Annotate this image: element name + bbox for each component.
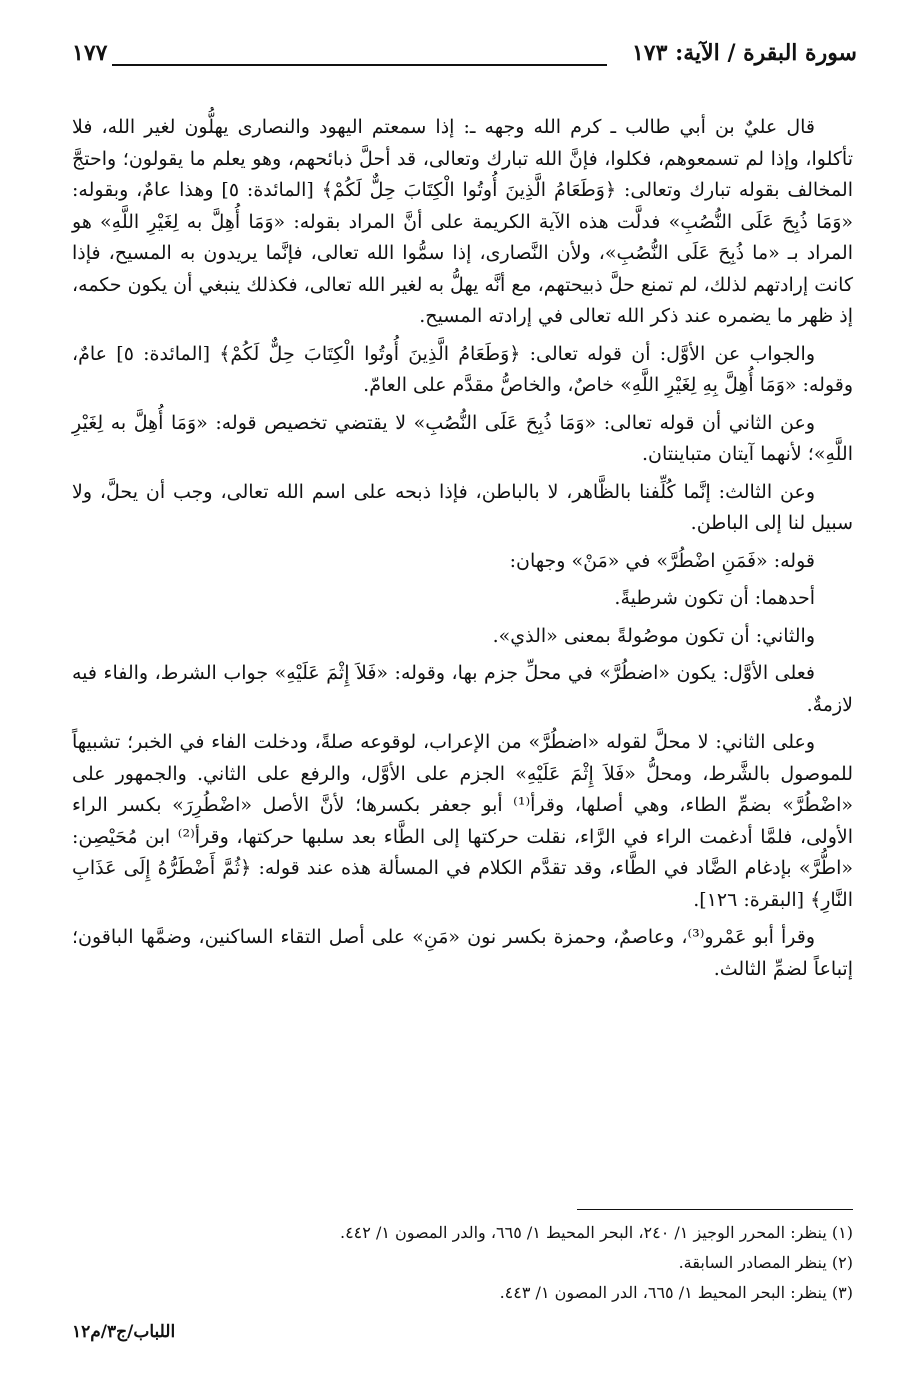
paragraph: والثاني: أن تكون موصُولةً بمعنى «الذي». <box>492 624 815 647</box>
main-text <box>72 112 853 991</box>
paragraph: وعلى الثاني: لا محلَّ لقوله «اضطُرَّ» من الإعراب، لوقوعه صلةً، ودخلت الفاء في الخبر؛ تشبيهاً للموصول بالشَّرط، ومحلُّ «فَلاَ إِثْمَ عَلَيْهِ» الجزم على الأوَّل، والرفع على الثاني. والجمهور على «اضْطُرَّ» بضمِّ الطاء، وهي أصلها، وقرأ⁽¹⁾ أبو جعفر بكسرها؛ لأنَّ الأصل «اضْطُرِرَ» بكسر الراء الأولى، فلمَّا أدغمت الراء في الرَّاء، نقلت حركتها إلى الطَّاء بعد سلبها حركتها، وقرأ⁽²⁾ ابن مُحَيْصِن: «اطُّرَّ» بإدغام الضَّاد في الطَّاء، وقد تقدَّم الكلام في المسألة هذه عند قوله: ﴿ثُمَّ أَضْطَرُّهُ إِلَى عَذَابِ النَّارِ﴾ [البقرة: ١٢٦]. <box>72 731 854 911</box>
running-title: سورة البقرة / الآية: ١٧٣ <box>631 40 857 66</box>
paragraph: وعن الثاني أن قوله تعالى: «وَمَا ذُبِحَ عَلَى النُّصُبِ» لا يقتضي تخصيص قوله: «وَمَا أُهِلَّ به لِغَيْرِ اللَّهِ»؛ لأنهما آيتان متباينتان. <box>72 411 853 465</box>
paragraph: قوله: «فَمَنِ اضْطُرَّ» في «مَنْ» وجهان: <box>509 549 815 572</box>
page-number: ١٧٧ <box>72 40 108 66</box>
paragraph: والجواب عن الأوَّل: أن قوله تعالى: ﴿وَطَعَامُ الَّذِينَ أُوتُوا الْكِتَابَ حِلٌّ لَكُمْ﴾ [المائدة: ٥] عامٌ، وقوله: «وَمَا أُهِلَّ بِهِ لِغَيْرِ اللَّهِ» خاصٌ، والخاصُّ مقدَّم على العامّ. <box>72 342 853 396</box>
paragraph: قال عليٌ بن أبي طالب ـ كرم الله وجهه ـ: إذا سمعتم اليهود والنصارى يهلُّون لغير الله، فلا تأكلوا، وإذا لم تسمعوهم، فكلوا، فإنَّ الله تبارك وتعالى، قد أحلَّ ذبائحهم، وهو يعلم ما يقولون؛ واحتجَّ المخالف بقوله تبارك وتعالى: ﴿وَطَعَامُ الَّذِينَ أُوتُوا الْكِتَابَ حِلٌّ لَكُمْ﴾ [المائدة: ٥] وهذا عامٌ، وبقوله: «وَمَا ذُبِحَ عَلَى النُّصُبِ» فدلَّت هذه الآية الكريمة على أنَّ المراد بقوله: «وَمَا أُهِلَّ به لِغَيْرِ اللَّهِ» هو المراد بـ «ما ذُبِحَ عَلَى النُّصُبِ»، ولأن النَّصارى، إذا سمُّوا الله تعالى، فإنَّما يريدون به المسيح، فإذا كانت إرادتهم لذلك، لم تمنع حلَّ ذبيحتهم، مع أنَّه يهلُّ به لغير الله تعالى، فكذلك ينبغي أن يكون حكمه، إذ ظهر ما يضمره عند ذكر الله تعالى في إرادته المسيح. <box>72 116 853 327</box>
paragraph: وعن الثالث: إنَّما كُلِّفنا بالظَّاهر، لا بالباطن، فإذا ذبحه على اسم الله تعالى، وجب أن يحلَّ، ولا سبيل لنا إلى الباطن. <box>72 480 853 534</box>
footnote-rule <box>577 1209 853 1210</box>
footnote: (٢) ينظر المصادر السابقة. <box>678 1253 853 1272</box>
paragraph: أحدهما: أن تكون شرطيةً. <box>614 587 815 609</box>
footnote: (٣) ينظر: البحر المحيط ١/ ٦٦٥، الدر المصون ١/ ٤٤٣. <box>499 1283 853 1302</box>
signature-mark: اللباب/ج٣/م١٢ <box>72 1322 176 1342</box>
paragraph: وقرأ أبو عَمْرو⁽³⁾، وعاصمٌ، وحمزة بكسر نون «مَنِ» على أصل التقاء الساكنين، وضمَّها الباقون؛ إتباعاً لضمِّ الثالث. <box>72 926 853 980</box>
paragraph: فعلى الأوَّل: يكون «اضطُرَّ» في محلِّ جزم بها، وقوله: «فَلاَ إِثْمَ عَلَيْهِ» جواب الشرط، والفاء فيه لازمةٌ. <box>72 662 853 716</box>
footnotes <box>150 1218 853 1308</box>
header-rule <box>112 64 607 66</box>
footnote: (١) ينظر: المحرر الوجيز ١/ ٢٤٠، البحر المحيط ١/ ٦٦٥، والدر المصون ١/ ٤٤٢. <box>339 1223 853 1242</box>
page-header <box>72 36 857 76</box>
